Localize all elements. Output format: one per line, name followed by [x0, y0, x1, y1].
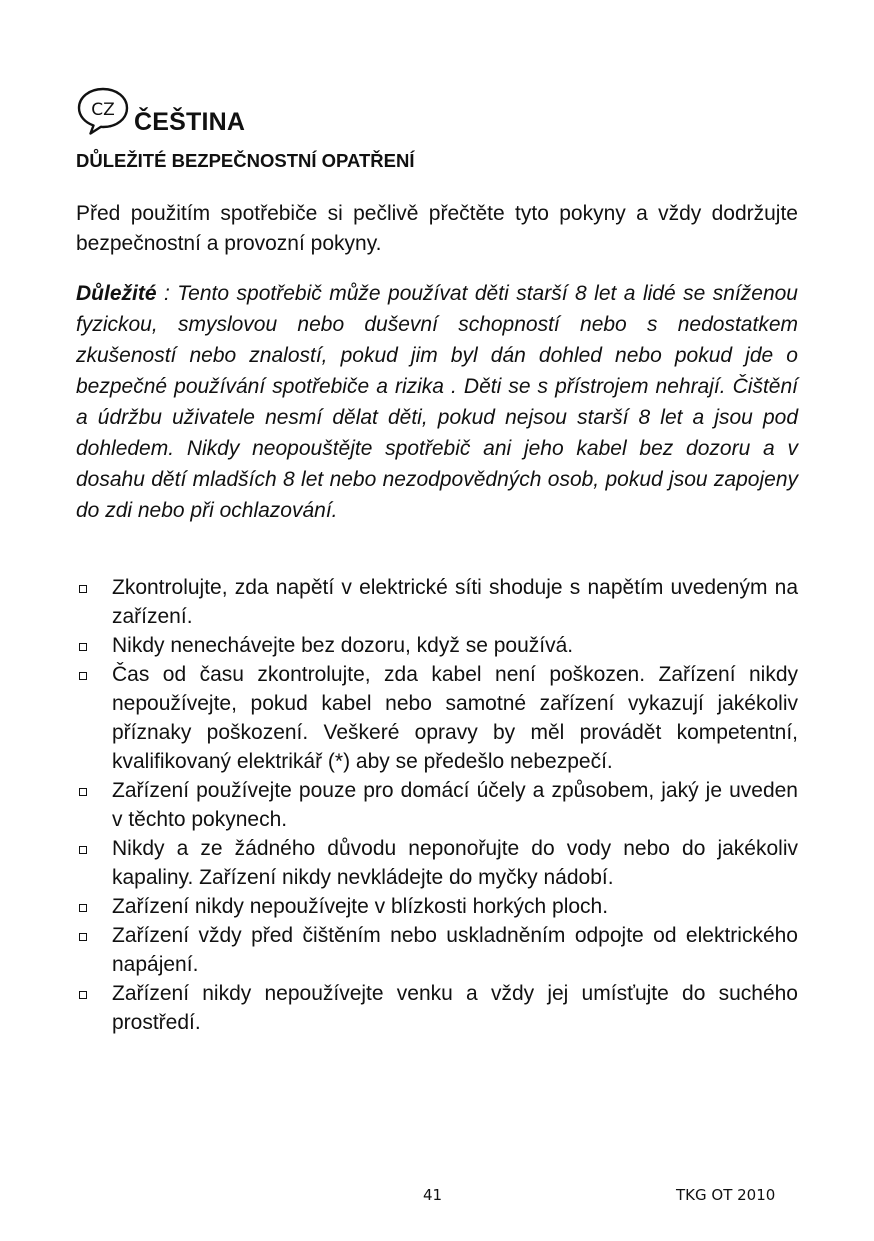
list-item-text: Zařízení používejte pouze pro domácí účely a způsobem, jaký je uveden v těchto pokynech.: [112, 779, 798, 831]
checkbox-bullet-icon: [79, 846, 87, 854]
list-item: [76, 631, 798, 660]
safety-list: [76, 573, 798, 1037]
important-text: : Tento spotřebič může používat děti starší 8 let a lidé se sníženou fyzickou, smyslovou nebo duševní schopností nebo s nedostatkem zkušeností nebo znalostí, pokud jim byl dán dohled nebo pokud jde o bezpečné používání spotřebiče a rizika . Děti se s přístrojem nehrají. Čištění a údržbu uživatele nesmí dělat děti, pokud nejsou starší 8 let a jsou pod dohledem. Nikdy neopouštějte spotřebič ani jeho kabel bez dozoru a v dosahu dětí mladších 8 let nebo nezodpovědných osob, pokud jsou zapojeny do zdi nebo při ochlazování.: [76, 282, 798, 522]
section-title: DŮLEŽITÉ BEZPEČNOSTNÍ OPATŘENÍ: [76, 150, 415, 171]
checkbox-bullet-icon: [79, 904, 87, 912]
list-item-text: Nikdy a ze žádného důvodu neponořujte do vody nebo do jakékoliv kapaliny. Zařízení nikdy nevkládejte do myčky nádobí.: [112, 837, 798, 889]
language-badge-icon: [76, 86, 130, 136]
checkbox-bullet-icon: [79, 933, 87, 941]
list-item-text: Zařízení nikdy nepoužívejte venku a vždy jej umísťujte do suchého prostředí.: [112, 982, 798, 1034]
checkbox-bullet-icon: [79, 585, 87, 593]
important-lead: Důležité: [76, 282, 157, 305]
list-item: [76, 921, 798, 979]
model-code: TKG OT 2010: [676, 1186, 776, 1204]
intro-paragraph: Před použitím spotřebiče si pečlivě přečtěte tyto pokyny a vždy dodržujte bezpečnostní a provozní pokyny.: [76, 202, 798, 255]
list-item-text: Nikdy nenechávejte bez dozoru, když se používá.: [112, 634, 574, 657]
checkbox-bullet-icon: [79, 788, 87, 796]
list-item: [76, 660, 798, 776]
list-item: [76, 834, 798, 892]
list-item-text: Zkontrolujte, zda napětí v elektrické síti shoduje s napětím uvedeným na zařízení.: [112, 576, 798, 628]
checkbox-bullet-icon: [79, 643, 87, 651]
list-item: [76, 892, 798, 921]
checkbox-bullet-icon: [79, 672, 87, 680]
list-item: [76, 776, 798, 834]
list-item: [76, 573, 798, 631]
important-paragraph: [76, 278, 798, 526]
list-item-text: Zařízení nikdy nepoužívejte v blízkosti horkých ploch.: [112, 895, 609, 918]
list-item-text: Zařízení vždy před čištěním nebo uskladněním odpojte od elektrického napájení.: [112, 924, 798, 976]
page-number: 41: [423, 1186, 443, 1204]
list-item: [76, 979, 798, 1037]
language-badge-code: CZ: [91, 100, 115, 120]
language-title: ČEŠTINA: [134, 108, 246, 136]
list-item-text: Čas od času zkontrolujte, zda kabel není poškozen. Zařízení nikdy nepoužívejte, pokud kabel nebo samotné zařízení vykazují jakékoliv příznaky poškození. Veškeré opravy by měl provádět kompetentní, kvalifikovaný elektrikář (*) aby se předešlo nebezpečí.: [112, 663, 798, 773]
checkbox-bullet-icon: [79, 991, 87, 999]
